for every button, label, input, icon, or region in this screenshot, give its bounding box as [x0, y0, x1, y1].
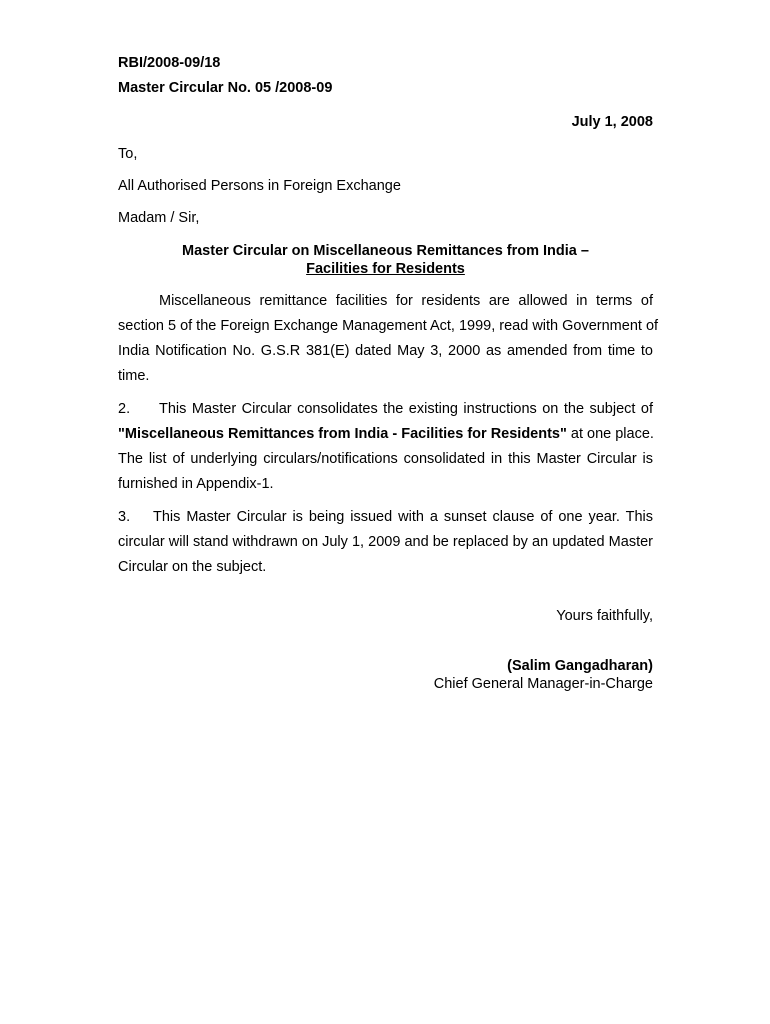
para3-number: 3.	[118, 509, 131, 525]
address-to: To,	[118, 146, 138, 162]
para2-line2-wrap	[118, 426, 653, 442]
salutation: Madam / Sir,	[118, 210, 200, 226]
circular-date: July 1, 2008	[571, 114, 653, 130]
para2-line2-rest: at one place.	[566, 426, 654, 442]
para2-line1-wrap	[118, 401, 653, 417]
valediction: Yours faithfully,	[556, 608, 653, 624]
para3-line3: Circular on the subject.	[118, 559, 267, 575]
circular-number: Master Circular No. 05 /2008-09	[118, 80, 333, 96]
para2-line2-bold: "Miscellaneous Remittances from India - Facilities for Residents"	[118, 426, 567, 442]
subject-line-2-wrap	[118, 261, 653, 277]
subject-line-1: Master Circular on Miscellaneous Remittances from India –	[182, 243, 589, 259]
para2-number: 2.	[118, 401, 131, 417]
para2-line1: This Master Circular consolidates the existing instructions on the subject of	[159, 401, 653, 417]
para3-line2: circular will stand withdrawn on July 1, 2009 and be replaced by an updated Master	[118, 534, 653, 550]
para3-line1-wrap	[118, 509, 653, 525]
signatory-title: Chief General Manager-in-Charge	[433, 676, 653, 692]
reference-number: RBI/2008-09/18	[118, 55, 221, 71]
para1-line4: time.	[118, 368, 150, 384]
para2-line4: furnished in Appendix-1.	[118, 476, 274, 492]
document-page	[118, 0, 659, 1024]
para2-line3: The list of underlying circulars/notifications consolidated in this Master Circular is	[118, 451, 653, 467]
subject-line-2: Facilities for Residents	[306, 261, 465, 277]
para1-line1: Miscellaneous remittance facilities for residents are allowed in terms of	[159, 293, 653, 309]
para1-line3: India Notification No. G.S.R 381(E) dated May 3, 2000 as amended from time to	[118, 343, 653, 359]
para3-line1: This Master Circular is being issued with a sunset clause of one year. This	[153, 509, 653, 525]
signatory-name: (Salim Gangadharan)	[507, 658, 653, 674]
para1-line1-wrap	[118, 293, 653, 309]
para1-line2: section 5 of the Foreign Exchange Management Act, 1999, read with Government of	[118, 318, 659, 334]
recipient: All Authorised Persons in Foreign Exchange	[118, 178, 401, 194]
